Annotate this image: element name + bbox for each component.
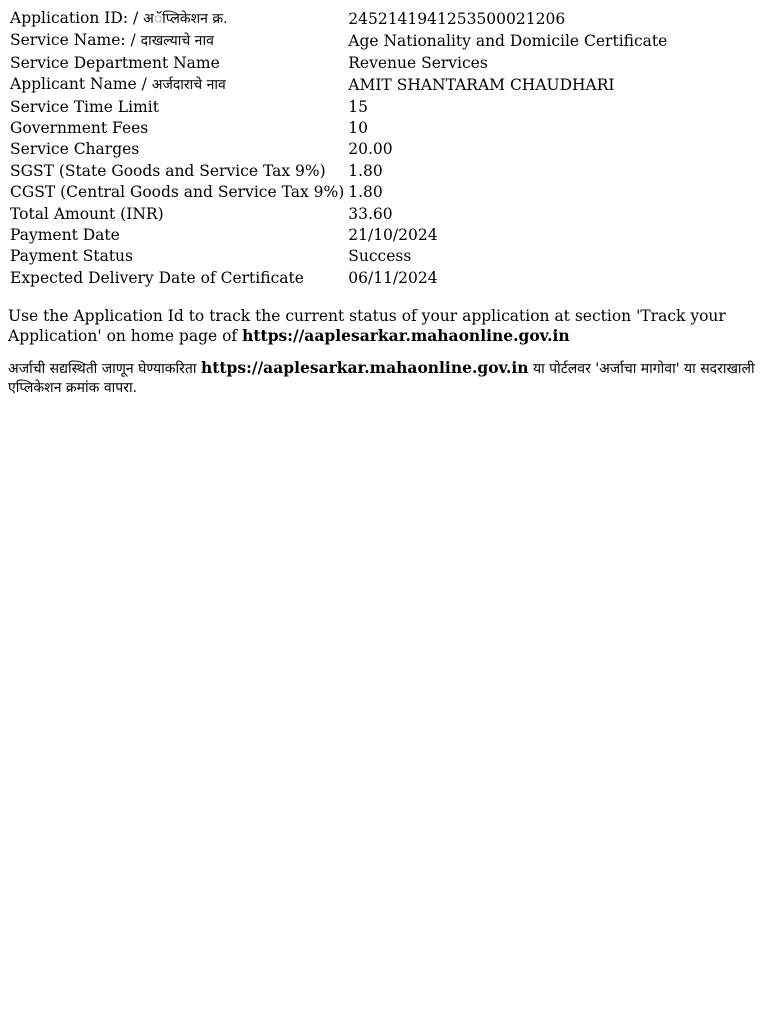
table-row	[8, 268, 669, 289]
payment-status-value: Success	[348, 247, 412, 266]
field-label: Payment Status	[10, 247, 133, 266]
tracking-note-english	[8, 307, 758, 346]
service-department-value: Revenue Services	[348, 53, 488, 72]
tracking-note-text-mr-start: अर्जाची सद्यस्थिती जाणून घेण्याकरिता	[8, 361, 201, 377]
field-label	[8, 74, 346, 96]
applicant-name-value: AMIT SHANTARAM CHAUDHARI	[348, 75, 615, 94]
field-label: Service Charges	[10, 140, 140, 159]
application-details-body	[8, 8, 669, 289]
portal-link-mr[interactable]: https://aaplesarkar.mahaonline.gov.in	[200, 358, 529, 377]
field-label-en: Application ID: /	[10, 9, 144, 27]
field-label	[8, 53, 346, 74]
field-label: Total Amount (INR)	[10, 204, 164, 223]
table-row	[8, 53, 669, 74]
field-label: Payment Date	[10, 226, 120, 245]
table-row	[8, 139, 669, 160]
application-id-value: 2452141941253500021206	[348, 9, 566, 28]
table-row	[8, 204, 669, 225]
table-row	[8, 246, 669, 267]
government-fees-value: 10	[348, 119, 368, 138]
field-label: Service Time Limit	[10, 97, 159, 116]
field-label: SGST (State Goods and Service Tax 9%)	[10, 161, 326, 180]
service-charges-value: 20.00	[348, 140, 393, 159]
field-label: Government Fees	[10, 119, 149, 138]
table-row	[8, 8, 669, 30]
tracking-note-text-mr-end: या पोर्टलवर 'अर्जाचा मागोवा' या सदराखाली एप्लिकेशन क्रमांक वापरा.	[8, 361, 755, 396]
payment-date-value: 21/10/2024	[348, 226, 438, 245]
table-row	[8, 30, 669, 52]
expected-delivery-date-value: 06/11/2024	[348, 268, 438, 287]
total-amount-value: 33.60	[348, 204, 393, 223]
table-row	[8, 74, 669, 96]
table-row	[8, 161, 669, 182]
field-label-mr: अॅप्लिकेशन क्र.	[143, 11, 228, 27]
cgst-value: 1.80	[348, 183, 383, 202]
field-label-en: Service Department Name	[10, 53, 220, 72]
table-row	[8, 225, 669, 246]
table-row	[8, 97, 669, 118]
service-time-limit-value: 15	[348, 97, 368, 116]
field-label-mr: दाखल्याचे नाव	[140, 33, 214, 50]
table-row	[8, 118, 669, 139]
field-label-en: Applicant Name /	[10, 75, 152, 94]
field-label	[8, 30, 346, 52]
sgst-value: 1.80	[348, 161, 383, 180]
portal-link[interactable]: https://aaplesarkar.mahaonline.gov.in	[242, 326, 570, 345]
field-label: CGST (Central Goods and Service Tax 9%)	[10, 183, 345, 202]
application-details-table	[8, 8, 669, 289]
field-label	[8, 8, 346, 30]
field-label-mr: अर्जदाराचे नाव	[151, 77, 226, 94]
service-name-value: Age Nationality and Domicile Certificate	[348, 31, 668, 50]
tracking-note-marathi	[8, 358, 758, 398]
field-label-en: Service Name: /	[10, 31, 141, 50]
tracking-note-text: Use the Application Id to track the current status of your application at section 'Track your Application' on home page of	[8, 307, 726, 345]
table-row	[8, 182, 669, 203]
field-label: Expected Delivery Date of Certificate	[10, 268, 304, 287]
